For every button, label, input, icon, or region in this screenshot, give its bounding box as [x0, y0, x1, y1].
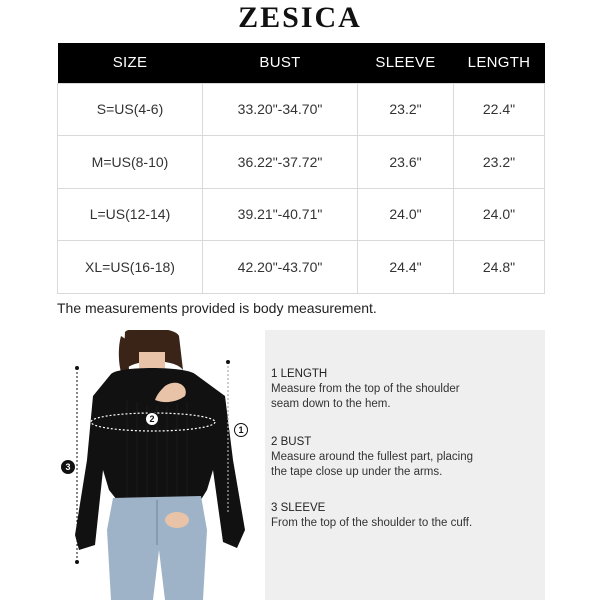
- instruction-title: 3 SLEEVE: [271, 502, 326, 514]
- instruction-text: From the top of the shoulder to the cuff.: [271, 517, 473, 529]
- cell-sleeve: 24.0": [358, 188, 454, 241]
- cell-sleeve: 23.2": [358, 83, 454, 136]
- header-size: SIZE: [58, 43, 203, 83]
- cell-size: L=US(12-14): [58, 188, 203, 241]
- instruction-title: 2 BUST: [271, 436, 312, 448]
- cell-bust: 42.20"-43.70": [203, 241, 358, 294]
- instruction-bust: [271, 435, 473, 480]
- instruction-text: seam down to the hem.: [271, 398, 391, 410]
- brand-logo: ZESICA: [238, 1, 362, 34]
- instruction-text: Measure from the top of the shoulder: [271, 383, 460, 395]
- header-bust: BUST: [203, 43, 358, 83]
- instruction-title: 1 LENGTH: [271, 368, 328, 380]
- cell-bust: 33.20"-34.70": [203, 83, 358, 136]
- cell-size: M=US(8-10): [58, 136, 203, 189]
- header-sleeve: SLEEVE: [358, 43, 454, 83]
- model-photo: [57, 330, 260, 600]
- marker-length: 1: [234, 423, 248, 437]
- marker-sleeve: 3: [61, 460, 75, 474]
- table-row: [58, 241, 545, 294]
- measurement-note: The measurements provided is body measurement.: [57, 300, 377, 316]
- cell-sleeve: 23.6": [358, 136, 454, 189]
- cell-length: 22.4": [454, 83, 545, 136]
- cell-length: 23.2": [454, 136, 545, 189]
- table-row: [58, 188, 545, 241]
- size-chart-table: [57, 43, 545, 294]
- cell-bust: 39.21"-40.71": [203, 188, 358, 241]
- cell-size: S=US(4-6): [58, 83, 203, 136]
- cell-bust: 36.22"-37.72": [203, 136, 358, 189]
- instruction-text: the tape close up under the arms.: [271, 466, 443, 478]
- cell-length: 24.0": [454, 188, 545, 241]
- cell-size: XL=US(16-18): [58, 241, 203, 294]
- header-length: LENGTH: [454, 43, 545, 83]
- marker-bust: 2: [145, 412, 159, 426]
- measure-instructions-panel: [265, 330, 545, 600]
- cell-length: 24.8": [454, 241, 545, 294]
- table-row: [58, 136, 545, 189]
- table-row: [58, 83, 545, 136]
- instruction-text: Measure around the fullest part, placing: [271, 451, 474, 463]
- table-header-row: [58, 43, 545, 83]
- instruction-length: [271, 367, 460, 412]
- cell-sleeve: 24.4": [358, 241, 454, 294]
- instruction-sleeve: [271, 501, 472, 531]
